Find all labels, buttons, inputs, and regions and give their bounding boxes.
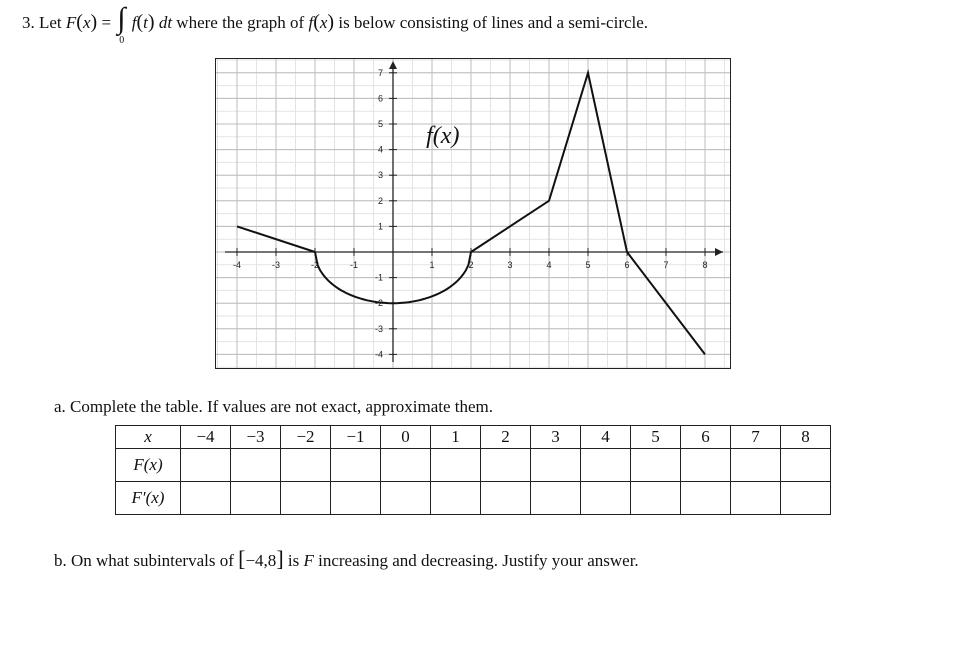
table-cell-empty[interactable] bbox=[581, 482, 631, 515]
graph-function-label: f(x) bbox=[426, 123, 460, 150]
x-variable: x bbox=[82, 13, 91, 32]
capital-f-symbol: F bbox=[65, 13, 77, 32]
table-col-header: −1 bbox=[331, 426, 381, 449]
y-tick-label: -4 bbox=[374, 349, 383, 360]
part-a-label: a. bbox=[54, 397, 66, 416]
problem-description: where the graph of bbox=[176, 13, 305, 32]
table-col-header: 1 bbox=[431, 426, 481, 449]
let-word: Let bbox=[39, 13, 62, 32]
lower-f-symbol-2: f bbox=[308, 13, 314, 32]
part-a-text: Complete the table. If values are not exact, approximate them. bbox=[70, 397, 493, 416]
table-col-header: 7 bbox=[731, 426, 781, 449]
table-col-header: −3 bbox=[231, 426, 281, 449]
table-cell-empty[interactable] bbox=[331, 449, 381, 482]
t-variable: t bbox=[143, 13, 148, 32]
y-tick-label: 1 bbox=[377, 221, 383, 232]
y-tick-label: -2 bbox=[374, 298, 383, 309]
table-cell-empty[interactable] bbox=[281, 449, 331, 482]
table-cell-empty[interactable] bbox=[481, 482, 531, 515]
table-col-header: 4 bbox=[581, 426, 631, 449]
x-tick-label: 7 bbox=[663, 260, 669, 270]
table-row-x bbox=[116, 426, 831, 449]
table-col-header: −4 bbox=[181, 426, 231, 449]
y-tick-label: 3 bbox=[377, 170, 383, 181]
table-cell-empty[interactable] bbox=[331, 482, 381, 515]
x-tick-label: 4 bbox=[546, 260, 552, 270]
integral-lower-limit: 0 bbox=[119, 35, 125, 46]
y-tick-label: 2 bbox=[377, 195, 383, 206]
y-tick-label: 4 bbox=[377, 144, 383, 155]
y-tick-label: -3 bbox=[374, 323, 383, 334]
table-cell-empty[interactable] bbox=[581, 449, 631, 482]
table-header-F: F(x) bbox=[116, 449, 181, 482]
part-b-text-before: On what subintervals of bbox=[71, 551, 234, 570]
table-cell-empty[interactable] bbox=[231, 482, 281, 515]
table-col-header: 2 bbox=[481, 426, 531, 449]
x-tick-label: 1 bbox=[429, 260, 435, 270]
table-header-x: x bbox=[116, 426, 181, 449]
table-row-Fprime bbox=[116, 482, 831, 515]
problem-tail: is below consisting of lines and a semi-circle. bbox=[338, 13, 649, 32]
table-cell-empty[interactable] bbox=[631, 449, 681, 482]
lower-f-symbol: f bbox=[131, 13, 137, 32]
values-table bbox=[115, 425, 831, 515]
part-a bbox=[54, 397, 493, 417]
table-col-header: −2 bbox=[281, 426, 331, 449]
part-b-interval: −4,8 bbox=[245, 551, 277, 570]
table-cell-empty[interactable] bbox=[181, 482, 231, 515]
table-cell-empty[interactable] bbox=[181, 449, 231, 482]
y-tick-label: 5 bbox=[377, 119, 383, 129]
table-cell-empty[interactable] bbox=[781, 482, 831, 515]
function-graph bbox=[215, 58, 731, 369]
table-cell-empty[interactable] bbox=[681, 482, 731, 515]
x-tick-label: 8 bbox=[702, 260, 708, 270]
y-tick-label: 6 bbox=[377, 93, 383, 104]
y-tick-label: -1 bbox=[374, 272, 383, 283]
part-b-label: b. bbox=[54, 551, 67, 570]
table-cell-empty[interactable] bbox=[381, 449, 431, 482]
table-cell-empty[interactable] bbox=[431, 482, 481, 515]
part-b-is: is bbox=[287, 551, 300, 570]
x-tick-label: -3 bbox=[271, 260, 281, 270]
equals-sign: = bbox=[101, 13, 112, 32]
x-tick-label: 2 bbox=[468, 260, 474, 270]
table-col-header: 6 bbox=[681, 426, 731, 449]
table-cell-empty[interactable] bbox=[731, 482, 781, 515]
dt-symbol: dt bbox=[158, 13, 173, 32]
table-col-header: 5 bbox=[631, 426, 681, 449]
part-b-text-after: increasing and decreasing. Justify your answer. bbox=[318, 551, 639, 570]
part-b-F: F bbox=[303, 551, 314, 570]
problem-number: 3. bbox=[22, 13, 35, 32]
table-cell-empty[interactable] bbox=[531, 482, 581, 515]
table-header-Fprime: F′(x) bbox=[116, 482, 181, 515]
x-variable-2: x bbox=[319, 13, 328, 32]
x-tick-label: 3 bbox=[507, 260, 513, 270]
y-tick-label: 7 bbox=[377, 67, 383, 78]
x-tick-label: -2 bbox=[310, 260, 320, 270]
table-cell-empty[interactable] bbox=[681, 449, 731, 482]
table-row-F bbox=[116, 449, 831, 482]
part-b: b. On what subintervals of [−4,8] is F increasing and decreasing. Justify your answer. bbox=[54, 546, 639, 571]
table-cell-empty[interactable] bbox=[231, 449, 281, 482]
table-cell-empty[interactable] bbox=[781, 449, 831, 482]
table-col-header: 8 bbox=[781, 426, 831, 449]
table-cell-empty[interactable] bbox=[731, 449, 781, 482]
integral-sign bbox=[117, 2, 126, 46]
integral-glyph: ∫ bbox=[117, 2, 126, 35]
table-col-header: 0 bbox=[381, 426, 431, 449]
problem-statement: 3. Let F(x) = ∫ 0 f(t) dt where the graph of f(x) is below consisting of lines and a semi-circle. bbox=[22, 2, 649, 46]
x-tick-label: 6 bbox=[624, 260, 630, 270]
x-tick-label: -4 bbox=[232, 260, 242, 270]
x-tick-label: 5 bbox=[585, 260, 591, 270]
table-cell-empty[interactable] bbox=[531, 449, 581, 482]
table-cell-empty[interactable] bbox=[431, 449, 481, 482]
table-col-header: 3 bbox=[531, 426, 581, 449]
table-cell-empty[interactable] bbox=[281, 482, 331, 515]
table-cell-empty[interactable] bbox=[481, 449, 531, 482]
x-tick-label: -1 bbox=[349, 260, 359, 270]
table-cell-empty[interactable] bbox=[381, 482, 431, 515]
table-cell-empty[interactable] bbox=[631, 482, 681, 515]
